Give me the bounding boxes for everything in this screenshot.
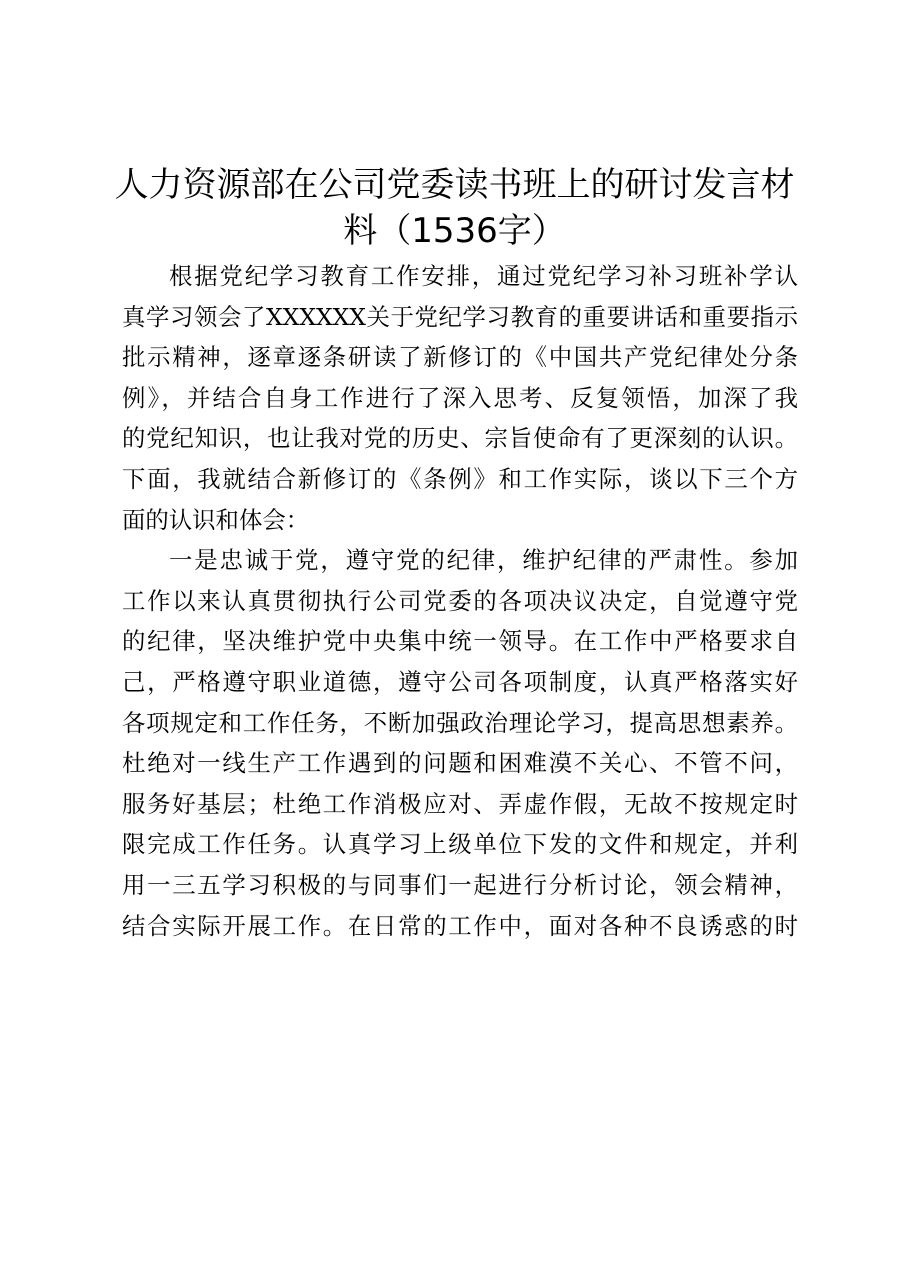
text-line: 各项规定和工作任务，不断加强政治理论学习，提高思想素养。 [122,708,798,737]
text-line: 下面，我就结合新修订的《条例》和工作实际，谈以下三个方 [122,464,798,493]
text-line: 例》，并结合自身工作进行了深入思考、反复领悟，加深了我 [122,383,798,412]
text-line: 的党纪知识，也让我对党的历史、宗旨使命有了更深刻的认识。 [122,424,798,453]
text-line: 结合实际开展工作。在日常的工作中，面对各种不良诱惑的时 [122,911,798,940]
text-line: 真学习领会了XXXXXX关于党纪学习教育的重要讲话和重要指示 [122,302,798,331]
text-line: 用一三五学习积极的与同事们一起进行分析讨论，领会精神， [122,870,798,899]
text-line: 批示精神，逐章逐条研读了新修订的《中国共产党纪律处分条 [122,343,798,372]
title-line-2: 料（1536字） [343,211,566,251]
text-line: 根据党纪学习教育工作安排，通过党纪学习补习班补学认 [169,262,798,290]
document-body [122,256,798,946]
paragraph-2 [122,540,798,946]
text-line: 限完成工作任务。认真学习上级单位下发的文件和规定，并利 [122,830,798,859]
document-title [100,162,809,254]
text-line: 服务好基层；杜绝工作消极应对、弄虚作假，无故不按规定时 [122,789,798,818]
paragraph-1 [122,256,798,540]
text-line: 己，严格遵守职业道德，遵守公司各项制度，认真严格落实好 [122,667,798,696]
title-line-1: 人力资源部在公司党委读书班上的研讨发言材 [114,165,795,205]
text-line: 杜绝对一线生产工作遇到的问题和困难漠不关心、不管不问， [122,749,798,778]
text-line: 工作以来认真贯彻执行公司党委的各项决议决定，自觉遵守党 [122,586,798,615]
text-line: 的纪律，坚决维护党中央集中统一领导。在工作中严格要求自 [122,627,798,656]
text-line: 面的认识和体会： [122,505,310,534]
text-line: 一是忠诚于党，遵守党的纪律，维护纪律的严肃性。参加 [169,546,798,575]
